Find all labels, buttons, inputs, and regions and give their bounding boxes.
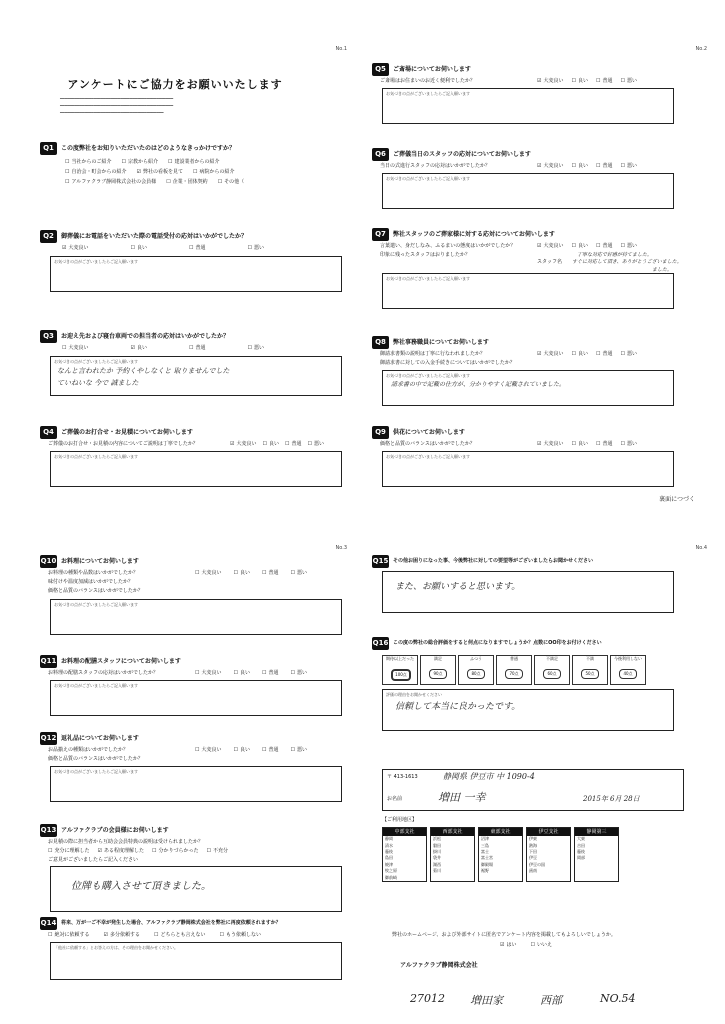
- q14-option[interactable]: ☐ もう依頼しない: [220, 932, 262, 938]
- q10-sub2: 味付けや温度加減はいかがでしたか？: [48, 579, 134, 585]
- region-item[interactable]: 磐田: [433, 842, 441, 848]
- q1-option[interactable]: ☐ 宗教から紹介: [122, 159, 159, 165]
- region-item[interactable]: 菊川: [433, 868, 441, 874]
- rating-cell[interactable]: [534, 655, 570, 685]
- region-item[interactable]: 函南: [529, 868, 537, 874]
- region-item[interactable]: 岡部: [577, 855, 585, 861]
- q7-sub2: 印象に残ったスタッフはおりましたか？: [380, 252, 471, 258]
- q10-badge: Q10: [40, 555, 57, 568]
- region-item[interactable]: 沼津: [481, 836, 489, 842]
- region-column: [478, 827, 523, 882]
- page-title: アンケートにご協力をお願いいたします: [67, 78, 283, 91]
- q8-sub2: 御請求書に対しての入金手続きについてはいかがでしたか？: [380, 360, 515, 366]
- q1-option[interactable]: ☐ 当社からのご紹介: [65, 159, 112, 165]
- q13-option[interactable]: ☐ 不充分: [207, 848, 229, 854]
- q5-hint: お気づきの点がございましたらご記入願います: [386, 91, 470, 96]
- bottom-family: 増田家: [470, 994, 503, 1007]
- q6-comment-box[interactable]: [382, 173, 674, 209]
- q9-text: 供花についてお伺いします: [393, 429, 465, 436]
- q2-hint: お気づきの点がございましたらご記入願います: [54, 259, 138, 264]
- q8-options: [537, 351, 637, 357]
- date: 2015年 6月 28日: [583, 795, 640, 803]
- q1-option[interactable]: ☐ 建設業者からの紹介: [168, 159, 220, 165]
- q8-sub1: 御請求書類の説明は丁寧に行なわれましたか？: [380, 351, 486, 357]
- q12-hint: お気づきの点がございましたらご記入願います: [54, 769, 138, 774]
- rating-label: 期待以上だった: [386, 656, 414, 661]
- postal-code: 〒 413-1613: [387, 774, 418, 780]
- q7-options: [537, 243, 637, 249]
- q9-options: [537, 441, 637, 447]
- q5-text: ご斎場についてお伺いします: [393, 66, 471, 73]
- region-column: [430, 827, 475, 882]
- q11-sub: お料理の配膳スタッフの応対はいかがでしたか？: [48, 670, 159, 676]
- q8-option[interactable]: ☐ 悪い: [621, 351, 638, 357]
- page-number: No.2: [695, 46, 707, 52]
- q4-comment-box[interactable]: [50, 451, 342, 487]
- region-head: 西部支社: [431, 828, 474, 836]
- q3-badge: Q3: [40, 330, 57, 343]
- q4-sub: ご葬儀のお打合せ・お見積の内容についてご説明は丁寧でしたか？: [48, 441, 198, 447]
- q7-hint: お気づきの点がございましたらご記入願います: [386, 276, 470, 281]
- q1-option[interactable]: ☐ 企業・団体契約: [166, 179, 208, 185]
- region-grid: [382, 827, 619, 882]
- q12-badge: Q12: [40, 732, 57, 745]
- q2-option[interactable]: ☐ 普通: [189, 245, 206, 251]
- q11-comment-box[interactable]: [50, 680, 342, 716]
- q1-text: この度弊社をお知りいただいたのはどのようなきっかけですか？: [61, 145, 236, 152]
- rating-label: 今後利用しない: [614, 656, 642, 661]
- q3-option[interactable]: ☐ 普通: [189, 345, 206, 351]
- q6-option[interactable]: ☐ 悪い: [621, 163, 638, 169]
- q12-sub2: 価格と品質のバランスはいかがでしたか？: [48, 756, 143, 762]
- q15-text: その他お困りになった事、今後弊社に対しての要望等がございましたらお聞かせください: [393, 558, 594, 564]
- q11-hint: お気づきの点がございましたらご記入願います: [54, 683, 138, 688]
- q7-option[interactable]: ☐ 良い: [572, 243, 589, 249]
- q1-option[interactable]: ☐ アルファクラブ静岡株式会社の会員様: [65, 179, 156, 185]
- q13-text: アルファクラブの会員様にお伺いします: [61, 827, 169, 834]
- region-item[interactable]: 清水: [385, 842, 393, 848]
- q6-option[interactable]: ☐ 良い: [572, 163, 589, 169]
- q6-sub: 当日の式進行スタッフの応対はいかがでしたか？: [380, 163, 491, 169]
- q10-option[interactable]: ☐ 悪い: [291, 570, 308, 576]
- rating-value: 80点: [467, 669, 485, 679]
- q1-option[interactable]: ☐ 自治会・町会からの紹介: [65, 169, 127, 175]
- q8-handwriting: 請求書の中で記載の仕方が、分かりやすく記載されていました。: [391, 381, 566, 388]
- rating-label: 不満足: [546, 656, 558, 661]
- q13-comment-box[interactable]: [50, 866, 342, 912]
- q15-comment-box[interactable]: [382, 571, 674, 613]
- q2-text: 御葬儀にお電話をいただいた際の電話受付の応対はいかがでしたか？: [61, 233, 248, 240]
- q12-sub1: お品揃えの種類はいかがでしたか？: [48, 747, 129, 753]
- rating-cell[interactable]: [458, 655, 494, 685]
- region-item[interactable]: 袋井: [433, 855, 441, 861]
- q7-option-selected[interactable]: ☑ 大変良い: [537, 243, 564, 249]
- address-box: [382, 769, 684, 811]
- q8-badge: Q8: [372, 336, 389, 349]
- region-item[interactable]: 焼津: [385, 861, 393, 867]
- q10-option[interactable]: ☐ 普通: [262, 570, 279, 576]
- q9-hint: お気づきの点がございましたらご記入願います: [386, 454, 470, 459]
- q14-option[interactable]: ☐ 絶対に依頼する: [48, 932, 90, 938]
- region-column: [382, 827, 427, 882]
- q9-option[interactable]: ☐ 普通: [596, 441, 613, 447]
- q13-sub2: ご意見がございましたらご記入ください: [48, 857, 139, 863]
- q11-option[interactable]: ☐ 普通: [262, 670, 279, 676]
- q3-options: [62, 345, 264, 351]
- region-item[interactable]: 浜松: [433, 836, 441, 842]
- name-label: お名前: [387, 796, 403, 802]
- q4-option[interactable]: ☐ 悪い: [308, 441, 325, 447]
- q3-option[interactable]: ☐ 大変良い: [62, 345, 89, 351]
- q7-option[interactable]: ☐ 普通: [596, 243, 613, 249]
- q7-handwriting-2: すぐに対応して頂き、ありがとうございました。: [572, 259, 682, 265]
- q8-option[interactable]: ☐ 良い: [572, 351, 589, 357]
- region-item[interactable]: 御殿場: [481, 861, 493, 867]
- q4-hint: お気づきの点がございましたらご記入願います: [54, 454, 138, 459]
- rating-cell[interactable]: [382, 655, 418, 685]
- q5-options: [537, 78, 637, 84]
- q4-option-selected[interactable]: ☑ 大変良い: [230, 441, 257, 447]
- q7-comment-box[interactable]: [382, 273, 674, 309]
- q10-sub3: 価格と品質のバランスはいかがでしたか？: [48, 588, 143, 594]
- consent-options: [500, 942, 552, 948]
- q5-option[interactable]: ☐ 普通: [596, 78, 613, 84]
- q14-hint: 「他社に依頼する」とお答えの方は、その理由をお聞かせください。: [54, 945, 178, 950]
- region-item[interactable]: 下田: [529, 849, 537, 855]
- region-item[interactable]: 伊東: [529, 836, 537, 842]
- q9-badge: Q9: [372, 426, 389, 439]
- q3-handwriting-1: なんと言われたか 予約くやしなくと 取りませんでした: [57, 367, 230, 375]
- q11-options: [195, 670, 307, 676]
- q12-option[interactable]: ☐ 大変良い: [195, 747, 222, 753]
- q2-options: [62, 245, 264, 251]
- q3-text: お迎え先および寝台車両での担当者の応対はいかがでしたか？: [61, 333, 230, 340]
- region-item[interactable]: 湖西: [433, 861, 441, 867]
- region-item[interactable]: 静岡: [385, 836, 393, 842]
- q3-handwriting-2: ていねいな 今で 誠ました: [57, 379, 139, 387]
- q6-options: [537, 163, 637, 169]
- rating-label: 普通: [510, 656, 518, 661]
- region-item[interactable]: 藤枝: [577, 849, 585, 855]
- bottom-number: NO.54: [600, 992, 636, 1005]
- q8-text: 弊社事務職員についてお伺いします: [393, 339, 489, 346]
- rating-value: 60点: [543, 669, 561, 679]
- region-item[interactable]: 藤枝: [385, 849, 393, 855]
- q3-hint: お気づきの点がございましたらご記入願います: [54, 359, 138, 364]
- region-item[interactable]: 富士: [481, 849, 489, 855]
- q12-comment-box[interactable]: [50, 766, 342, 802]
- q6-hint: お気づきの点がございましたらご記入願います: [386, 176, 470, 181]
- q16-comment-box[interactable]: [382, 689, 674, 731]
- q13-option[interactable]: ☐ 分かりづらかった: [152, 848, 199, 854]
- region-head: 伊豆支社: [527, 828, 570, 836]
- q4-option[interactable]: ☐ 良い: [263, 441, 280, 447]
- q10-text: お料理についてお伺いします: [61, 558, 139, 565]
- q8-option-selected[interactable]: ☑ 大変良い: [537, 351, 564, 357]
- company-name: アルファクラブ静岡株式会社: [400, 962, 478, 969]
- q16-text: この度の弊社の総合評価をすると何点になりますでしょうか？点数にOO印をお付けください: [393, 640, 602, 646]
- page-number: No.4: [695, 545, 707, 551]
- region-item[interactable]: 伊豆の国: [529, 861, 545, 867]
- rating-value: 70点: [505, 669, 523, 679]
- q1-option-selected[interactable]: ☑ 弊社の看板を見て: [137, 169, 184, 175]
- consent-yes[interactable]: ☑ はい: [500, 942, 517, 948]
- q12-option[interactable]: ☐ 良い: [234, 747, 251, 753]
- region-head: 東部支社: [479, 828, 522, 836]
- q2-comment-box[interactable]: [50, 256, 342, 292]
- page-2: [370, 8, 715, 508]
- region-column: [526, 827, 571, 882]
- q6-option[interactable]: ☐ 普通: [596, 163, 613, 169]
- q7-handwriting-3: ました。: [652, 267, 673, 273]
- name: 増田 一幸: [438, 791, 486, 804]
- q10-sub1: お料理の種類や品数はいかがでしたか？: [48, 570, 139, 576]
- q6-badge: Q6: [372, 148, 389, 161]
- q1-options-row3: [65, 179, 244, 185]
- q1-option[interactable]: ☐ 病院からの紹介: [193, 169, 235, 175]
- q3-option-selected[interactable]: ☑ 良い: [131, 345, 148, 351]
- q13-handwriting: 位牌も購入させて頂きました。: [71, 881, 211, 892]
- q2-badge: Q2: [40, 230, 57, 243]
- q5-option[interactable]: ☐ 悪い: [621, 78, 638, 84]
- q5-option[interactable]: ☐ 良い: [572, 78, 589, 84]
- q13-badge: Q13: [40, 824, 57, 837]
- q8-option[interactable]: ☐ 普通: [596, 351, 613, 357]
- rating-value: 50点: [581, 669, 599, 679]
- q10-options: [195, 570, 307, 576]
- rating-cell[interactable]: [496, 655, 532, 685]
- q11-badge: Q11: [40, 655, 57, 668]
- q13-option-selected[interactable]: ☑ ある程度理解した: [98, 848, 145, 854]
- rating-value: 40点: [619, 669, 637, 679]
- region-item[interactable]: 大東: [577, 836, 585, 842]
- rating-label: 不満: [586, 656, 594, 661]
- q15-badge: Q15: [372, 555, 389, 568]
- page-number: No.3: [335, 545, 347, 551]
- q10-comment-box[interactable]: [50, 599, 342, 635]
- q5-comment-box[interactable]: [382, 88, 674, 124]
- intro-text: ━━━━━━━━━━━━━━━━━━━━━━━━━━━━━━━━━━━━━━━━━━━━━━━ ━━━━━━━━━━━━━━━━━━━━━━━━━━━━━━━━━━━━━━━━━━━━━━━ ━━━━━━━━━━━━━━━━━━━━━━━━━━━━━━━━━━━━━━━━━━━: [60, 96, 174, 115]
- bottom-region: 西部: [540, 994, 562, 1007]
- q15-handwriting: また、お願いすると思います。: [395, 582, 521, 592]
- q13-sub1: お見積の際に担当者から互助会会員特典の説明は受けられましたか？: [48, 839, 204, 845]
- q11-option[interactable]: ☐ 悪い: [291, 670, 308, 676]
- q9-option[interactable]: ☐ 良い: [572, 441, 589, 447]
- q16-handwriting: 信頼して本当に良かったです。: [395, 702, 521, 712]
- rating-cell[interactable]: [572, 655, 608, 685]
- q16-hint: 評価の理由をお聞かせください: [386, 692, 442, 697]
- q3-option[interactable]: ☐ 悪い: [248, 345, 265, 351]
- rating-label: 満足: [434, 656, 442, 661]
- consent-text: 弊社のホームページ、および外部サイトに匿名でアンケート内容を掲載してもよろしいでしょうか。: [392, 932, 616, 938]
- q14-badge: Q14: [40, 917, 57, 930]
- rating-label: ふつう: [470, 656, 482, 661]
- bottom-code: 27012: [410, 992, 445, 1005]
- rating-cell[interactable]: [610, 655, 646, 685]
- q11-option[interactable]: ☐ 大変良い: [195, 670, 222, 676]
- region-item[interactable]: 掛川: [433, 849, 441, 855]
- q6-text: ご葬儀当日のスタッフの応対についてお伺いします: [393, 151, 531, 158]
- q14-option[interactable]: ☐ どちらとも言えない: [154, 932, 206, 938]
- q8-comment-box[interactable]: [382, 370, 674, 406]
- q11-option[interactable]: ☐ 良い: [234, 670, 251, 676]
- rating-cell[interactable]: [420, 655, 456, 685]
- rating-value: 90点: [429, 669, 447, 679]
- region-item[interactable]: 三島: [481, 842, 489, 848]
- q1-options-row2: [65, 169, 235, 175]
- q16-rating-scale: [382, 655, 646, 685]
- region-column: [574, 827, 619, 882]
- q8-hint: お気づきの点がございましたらご記入願います: [386, 373, 470, 378]
- q9-option-selected[interactable]: ☑ 大変良い: [537, 441, 564, 447]
- q4-option[interactable]: ☐ 普通: [285, 441, 302, 447]
- q7-staff-label: スタッフ名: [537, 259, 563, 265]
- q7-handwriting-1: 丁寧な対応で好感が持てました。: [577, 252, 653, 258]
- q2-option[interactable]: ☐ 良い: [131, 245, 148, 251]
- q14-option-selected[interactable]: ☑ 多分依頼する: [104, 932, 141, 938]
- region-item[interactable]: 吉田: [577, 842, 585, 848]
- q7-badge: Q7: [372, 228, 389, 241]
- consent-no[interactable]: ☐ いいえ: [531, 942, 553, 948]
- region-head: 静岡第三: [575, 828, 618, 836]
- q2-option[interactable]: ☐ 悪い: [248, 245, 265, 251]
- address: 静岡県 伊豆市 中 1090-4: [443, 772, 535, 781]
- q10-option[interactable]: ☐ 良い: [234, 570, 251, 576]
- region-item[interactable]: 牧之原: [385, 868, 397, 874]
- q16-badge: Q16: [372, 637, 389, 650]
- q1-option[interactable]: ☐ その他（: [218, 179, 245, 185]
- q4-badge: Q4: [40, 426, 57, 439]
- region-item[interactable]: 島田: [385, 855, 393, 861]
- page-4: [370, 517, 715, 1017]
- region-item[interactable]: 富士宮: [481, 855, 493, 861]
- q4-text: ご葬儀のお打合せ・お見積についてお伺いします: [61, 429, 193, 436]
- region-head: 中部支社: [383, 828, 426, 836]
- q1-badge: Q1: [40, 142, 57, 155]
- q9-comment-box[interactable]: [382, 451, 674, 487]
- q6-option-selected[interactable]: ☑ 大変良い: [537, 163, 564, 169]
- q9-sub: 価格と品質のバランスはいかがでしたか？: [380, 441, 475, 447]
- region-item[interactable]: 熱海: [529, 842, 537, 848]
- region-item[interactable]: 御前崎: [385, 874, 397, 880]
- rating-value-selected: 100点: [391, 669, 411, 681]
- page-number: No.1: [335, 46, 347, 52]
- media-title: 【ご利用地区】: [382, 817, 418, 823]
- q13-option[interactable]: ☐ 充分に理解した: [48, 848, 90, 854]
- q5-option-selected[interactable]: ☑ 大変良い: [537, 78, 564, 84]
- q7-sub1: 言葉遣い、身だしなみ、ふるまいの態度はいかがでしたか？: [380, 243, 516, 249]
- q4-options: [230, 441, 324, 447]
- continue-note: 裏面につづく: [659, 496, 695, 503]
- q12-option[interactable]: ☐ 普通: [262, 747, 279, 753]
- q12-options: [195, 747, 307, 753]
- q12-text: 返礼品についてお伺いします: [61, 735, 139, 742]
- q1-options-row1: [65, 159, 220, 165]
- q7-text: 弊社スタッフのご葬家様に対する応対についてお伺いします: [393, 231, 555, 238]
- q10-option[interactable]: ☐ 大変良い: [195, 570, 222, 576]
- region-item[interactable]: 裾野: [481, 868, 489, 874]
- region-item[interactable]: 伊豆: [529, 855, 537, 861]
- q12-option[interactable]: ☐ 悪い: [291, 747, 308, 753]
- q7-option[interactable]: ☐ 悪い: [621, 243, 638, 249]
- q14-comment-box[interactable]: [50, 942, 342, 980]
- q3-comment-box[interactable]: [50, 356, 342, 396]
- q10-hint: お気づきの点がございましたらご記入願います: [54, 602, 138, 607]
- q5-badge: Q5: [372, 63, 389, 76]
- q14-options: [48, 932, 261, 938]
- q13-options: [48, 848, 228, 854]
- q9-option[interactable]: ☐ 悪い: [621, 441, 638, 447]
- q14-text: 将来、万が一ご不幸が発生した場合、アルファクラブ静岡株式会社を弊社に再度依頼されますか？: [61, 920, 281, 926]
- page-1: [10, 8, 355, 508]
- q11-text: お料理の配膳スタッフについてお伺いします: [61, 658, 181, 665]
- page-3: [10, 517, 355, 1017]
- q5-sub: ご斎場はお住まいのお近く便利でしたか？: [380, 78, 476, 84]
- q2-option-selected[interactable]: ☑ 大変良い: [62, 245, 89, 251]
